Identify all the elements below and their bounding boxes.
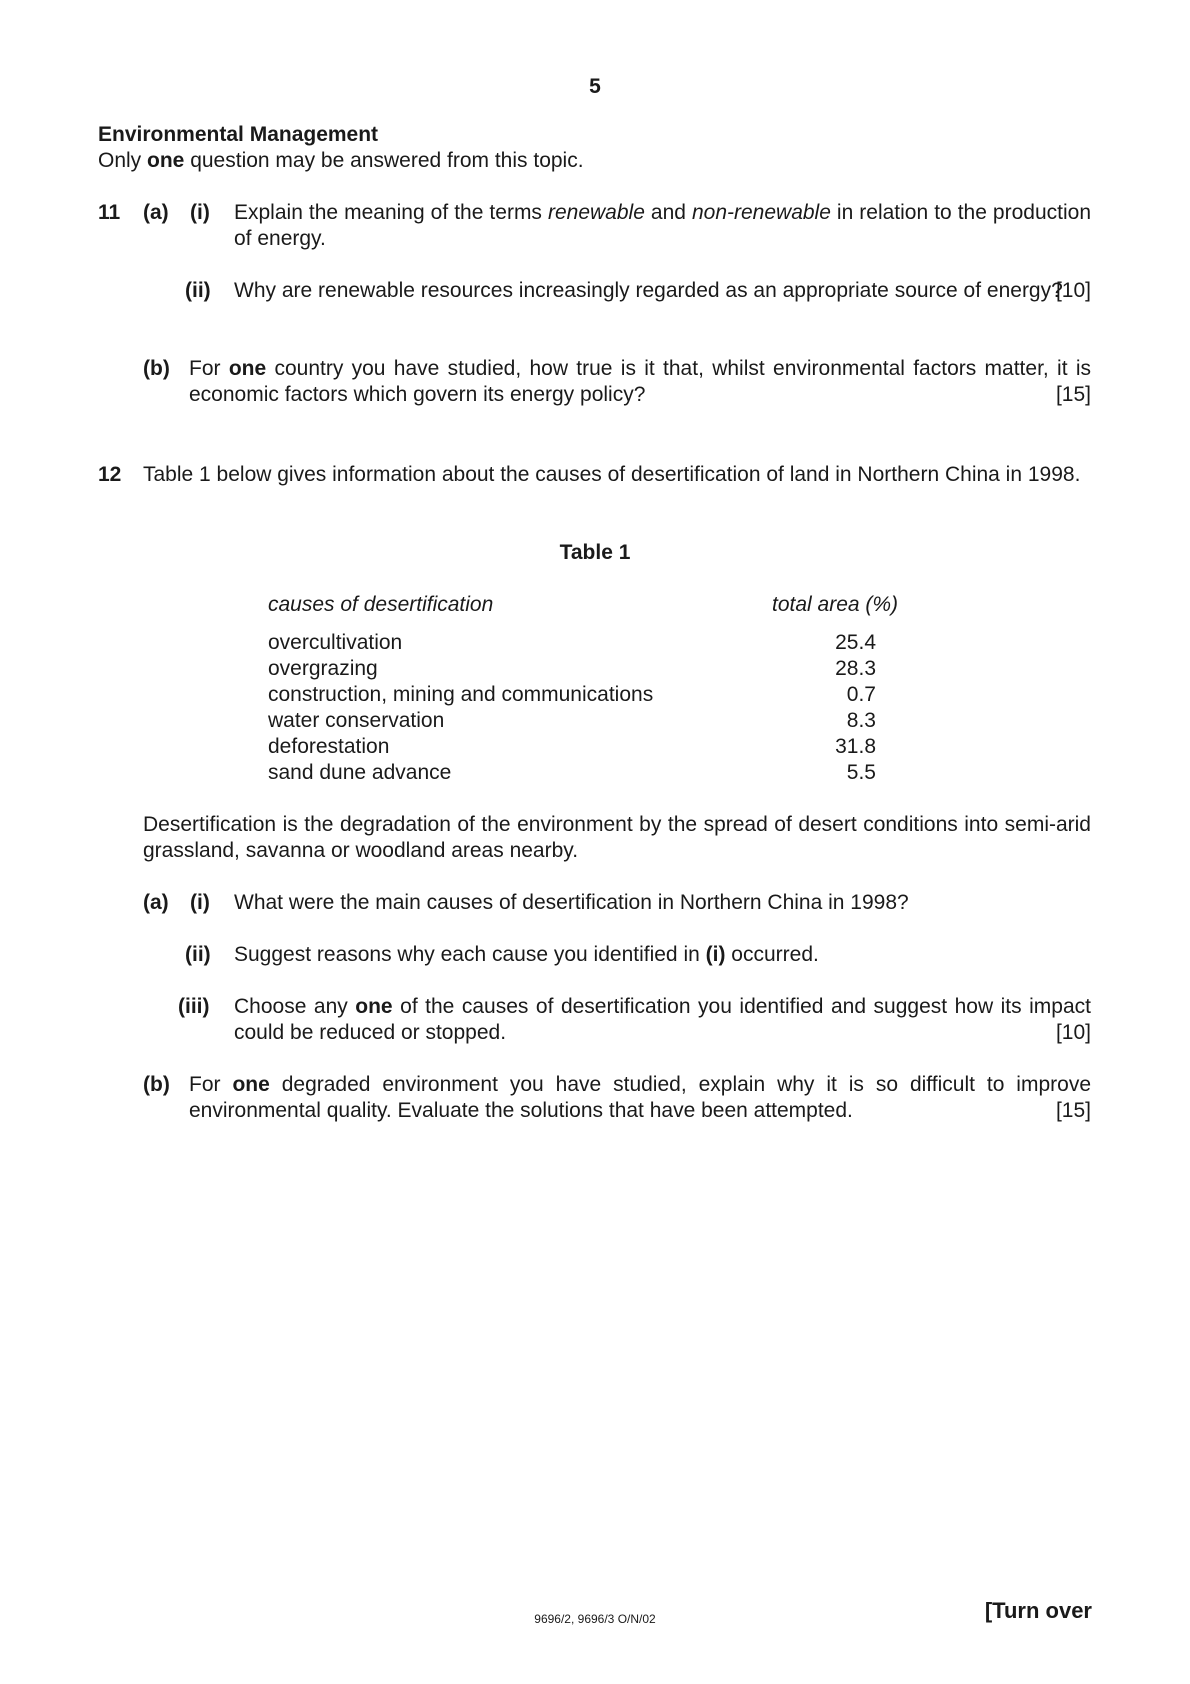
intro-bold: one bbox=[147, 149, 185, 172]
q11-a-mark: [10] bbox=[1055, 279, 1091, 302]
q11-a-i-text bbox=[234, 200, 1091, 252]
q12-b-bold: one bbox=[232, 1073, 270, 1096]
table-cell-value: 8.3 bbox=[846, 709, 876, 732]
page-number: 5 bbox=[589, 75, 601, 98]
table-cell-cause: sand dune advance bbox=[268, 761, 452, 784]
table-cell-cause: construction, mining and communications bbox=[268, 683, 654, 706]
desertification-definition: Desertification is the degradation of the environment by the spread of desert conditions into semi-arid grassland, savanna or woodland areas nearby. bbox=[143, 813, 1091, 862]
q12-b-mark: [15] bbox=[1055, 1099, 1091, 1122]
q12-a-ii-post: occurred. bbox=[725, 943, 819, 966]
q12-a-iii-text bbox=[234, 994, 1091, 1046]
q11-b-pre: For bbox=[189, 357, 229, 380]
intro-pre: Only bbox=[98, 149, 148, 172]
q12-intro: Table 1 below gives information about the causes of desertification of land in Northern China in 1998. bbox=[143, 463, 1081, 486]
q12-a-i-label: (i) bbox=[190, 891, 210, 914]
q11-a-i-label: (i) bbox=[190, 201, 210, 224]
q11-number: 11 bbox=[98, 201, 121, 224]
term-renewable: renewable bbox=[547, 201, 645, 224]
q12-a-label: (a) bbox=[143, 891, 169, 914]
table-cell-value: 31.8 bbox=[835, 735, 876, 758]
q11-b-label: (b) bbox=[143, 357, 170, 380]
q11-b-mark: [15] bbox=[1055, 383, 1091, 406]
table-cell-cause: deforestation bbox=[268, 735, 390, 758]
table-row bbox=[268, 708, 876, 734]
q12-a-mark: [10] bbox=[1055, 1021, 1091, 1044]
q12-a-ii-text bbox=[234, 942, 819, 968]
q11-b-block bbox=[189, 356, 1091, 408]
table-cell-cause: water conservation bbox=[268, 709, 445, 732]
table-cell-value: 28.3 bbox=[835, 657, 876, 680]
q12-a-iii-bold: one bbox=[355, 995, 393, 1018]
q12-b-pre: For bbox=[189, 1073, 233, 1096]
q12-b-post: degraded environment you have studied, explain why it is so difficult to improve environmental quality. Evaluate the solutions that have been attempted. bbox=[189, 1073, 1091, 1122]
table-header bbox=[268, 592, 908, 618]
turn-over-label: [Turn over bbox=[984, 1598, 1092, 1623]
q11-a-ii-label: (ii) bbox=[185, 279, 211, 302]
table-row bbox=[268, 734, 876, 760]
q12-a-iii-pre: Choose any bbox=[234, 995, 356, 1018]
q12-a-iii-block bbox=[234, 994, 1091, 1046]
table-cell-cause: overgrazing bbox=[268, 657, 378, 680]
q11-a-i-pre: Explain the meaning of the terms bbox=[234, 201, 548, 224]
q12-a-ii-label: (ii) bbox=[185, 943, 211, 966]
section-title: Environmental Management bbox=[98, 123, 379, 146]
q11-a-ii-block bbox=[234, 278, 1091, 304]
q11-a-label: (a) bbox=[143, 201, 169, 224]
q12-a-i-text: What were the main causes of desertification in Northern China in 1998? bbox=[234, 891, 909, 914]
table-row bbox=[268, 630, 876, 656]
q11-a-i-post: in relation to the production of energy. bbox=[234, 201, 1092, 250]
table-title: Table 1 bbox=[559, 541, 631, 564]
q12-a-iii-post: of the causes of desertification you identified and suggest how its impact could be reduced or stopped. bbox=[234, 995, 1091, 1044]
q11-b-post: country you have studied, how true is it that, whilst environmental factors matter, it is economic factors which govern its energy policy? bbox=[189, 357, 1092, 406]
table-header-area: total area (%) bbox=[772, 593, 899, 616]
q11-b-text bbox=[189, 356, 1091, 408]
table-row bbox=[268, 682, 876, 708]
table-row bbox=[268, 656, 876, 682]
q11-a-ii-text: Why are renewable resources increasingly regarded as an appropriate source of energy? bbox=[234, 279, 1063, 302]
intro-post: question may be answered from this topic. bbox=[184, 149, 584, 172]
q12-a-iii-label: (iii) bbox=[178, 995, 210, 1018]
q12-b-text bbox=[189, 1072, 1091, 1124]
term-non-renewable: non-renewable bbox=[691, 201, 831, 224]
paper-code: 9696/2, 9696/3 O/N/02 bbox=[534, 1612, 656, 1626]
q12-a-ii-bold: (i) bbox=[705, 943, 726, 966]
q12-number: 12 bbox=[98, 463, 122, 486]
table-row bbox=[268, 760, 876, 786]
table-cell-value: 5.5 bbox=[846, 761, 876, 784]
table-cell-value: 0.7 bbox=[846, 683, 876, 706]
q12-a-ii-pre: Suggest reasons why each cause you identified in bbox=[234, 943, 706, 966]
table-cell-cause: overcultivation bbox=[268, 631, 403, 654]
table-header-cause: causes of desertification bbox=[268, 593, 494, 616]
q12-b-label: (b) bbox=[143, 1073, 170, 1096]
q11-a-i-mid: and bbox=[644, 201, 692, 224]
section-intro bbox=[98, 148, 584, 174]
table-cell-value: 25.4 bbox=[835, 631, 876, 654]
q12-b-block bbox=[189, 1072, 1091, 1124]
q11-b-bold: one bbox=[228, 357, 267, 380]
